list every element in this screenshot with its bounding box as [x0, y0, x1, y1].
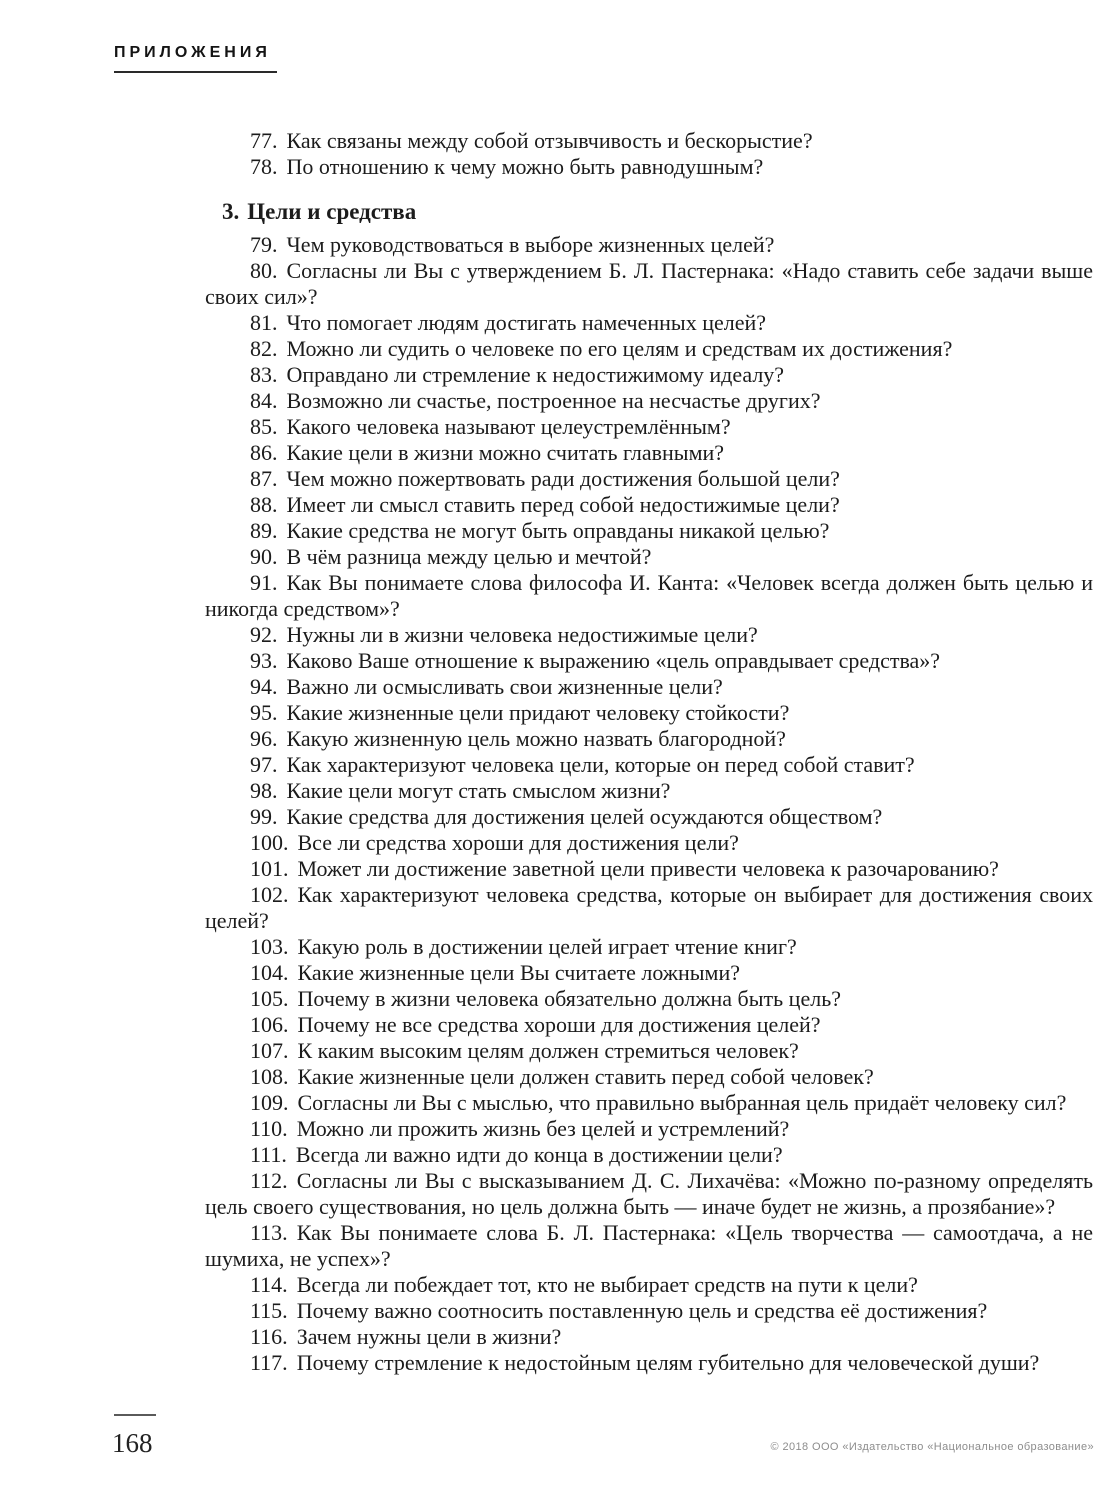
question-number: 95.	[250, 700, 278, 725]
question-text: Как характеризуют человека цели, которые он перед собой ставит?	[286, 752, 915, 777]
question-number: 113.	[250, 1220, 288, 1245]
question-item	[205, 752, 1093, 778]
question-item	[205, 388, 1093, 414]
question-number: 106.	[250, 1012, 289, 1037]
question-number: 90.	[250, 544, 278, 569]
question-text: Какие жизненные цели Вы считаете ложными?	[297, 960, 741, 985]
question-number: 93.	[250, 648, 278, 673]
question-item	[205, 1298, 1093, 1324]
question-item	[205, 1064, 1093, 1090]
question-text: Как связаны между собой отзывчивость и бескорыстие?	[286, 128, 813, 153]
question-text: Почему в жизни человека обязательно должна быть цель?	[297, 986, 841, 1011]
question-text: Нужны ли в жизни человека недостижимые цели?	[286, 622, 758, 647]
question-item	[205, 310, 1093, 336]
question-number: 97.	[250, 752, 278, 777]
question-number: 102.	[250, 882, 289, 907]
question-text: Имеет ли смысл ставить перед собой недостижимые цели?	[286, 492, 840, 517]
content-area	[205, 128, 1093, 1376]
question-text: Какую роль в достижении целей играет чтение книг?	[297, 934, 797, 959]
question-number: 87.	[250, 466, 278, 491]
question-item	[205, 1116, 1093, 1142]
question-text: Все ли средства хороши для достижения цели?	[297, 830, 739, 855]
question-number: 114.	[250, 1272, 288, 1297]
question-text: Каково Ваше отношение к выражению «цель оправдывает средства»?	[286, 648, 941, 673]
question-number: 78.	[250, 154, 278, 179]
question-text: Какие цели в жизни можно считать главными?	[286, 440, 725, 465]
question-text: Почему стремление к недостойным целям губительно для человеческой души?	[296, 1350, 1040, 1375]
section-title: Цели и средства	[247, 199, 417, 224]
question-number: 105.	[250, 986, 289, 1011]
question-item	[205, 1220, 1093, 1272]
question-list	[205, 232, 1093, 1376]
question-number: 104.	[250, 960, 289, 985]
question-text: Почему важно соотносить поставленную цель и средства её достижения?	[296, 1298, 988, 1323]
question-text: Всегда ли важно идти до конца в достижении цели?	[295, 1142, 783, 1167]
question-text: Согласны ли Вы с мыслью, что правильно выбранная цель придаёт человеку сил?	[297, 1090, 1067, 1115]
question-number: 79.	[250, 232, 278, 257]
question-item	[205, 1168, 1093, 1220]
question-number: 96.	[250, 726, 278, 751]
question-text: Возможно ли счастье, построенное на несчастье других?	[286, 388, 821, 413]
question-text: Важно ли осмысливать свои жизненные цели?	[286, 674, 723, 699]
question-item	[205, 414, 1093, 440]
question-item	[205, 1012, 1093, 1038]
question-item	[205, 492, 1093, 518]
question-number: 115.	[250, 1298, 288, 1323]
question-item	[205, 128, 1093, 154]
question-item	[205, 804, 1093, 830]
question-item	[205, 986, 1093, 1012]
question-item	[205, 570, 1093, 622]
section-number: 3.	[222, 199, 240, 224]
question-text: Какие средства для достижения целей осуждаются обществом?	[286, 804, 883, 829]
question-text: К каким высоким целям должен стремиться человек?	[297, 1038, 799, 1063]
question-item	[205, 466, 1093, 492]
question-text: Что помогает людям достигать намеченных целей?	[286, 310, 767, 335]
question-number: 91.	[250, 570, 278, 595]
question-text: Оправдано ли стремление к недостижимому идеалу?	[286, 362, 785, 387]
question-text: Какого человека называют целеустремлённым?	[286, 414, 731, 439]
question-number: 86.	[250, 440, 278, 465]
question-item	[205, 856, 1093, 882]
question-item	[205, 154, 1093, 180]
question-text: Какие жизненные цели должен ставить перед собой человек?	[297, 1064, 874, 1089]
question-item	[205, 700, 1093, 726]
question-item	[205, 726, 1093, 752]
question-text: В чём разница между целью и мечтой?	[286, 544, 652, 569]
question-item	[205, 258, 1093, 310]
section-heading	[222, 198, 1093, 226]
question-number: 112.	[250, 1168, 288, 1193]
question-text: По отношению к чему можно быть равнодушным?	[286, 154, 764, 179]
question-number: 109.	[250, 1090, 289, 1115]
question-text: Какие жизненные цели придают человеку стойкости?	[286, 700, 790, 725]
question-item	[205, 518, 1093, 544]
question-number: 103.	[250, 934, 289, 959]
question-number: 81.	[250, 310, 278, 335]
question-number: 100.	[250, 830, 289, 855]
question-item	[205, 232, 1093, 258]
question-item	[205, 544, 1093, 570]
question-text: Можно ли прожить жизнь без целей и устремлений?	[296, 1116, 790, 1141]
question-item	[205, 674, 1093, 700]
question-item	[205, 1142, 1093, 1168]
question-text: Почему не все средства хороши для достижения целей?	[297, 1012, 821, 1037]
question-text: Всегда ли побеждает тот, кто не выбирает средств на пути к цели?	[296, 1272, 918, 1297]
question-item	[205, 882, 1093, 934]
question-text: Какую жизненную цель можно назвать благородной?	[286, 726, 786, 751]
question-number: 111.	[250, 1142, 287, 1167]
question-text: Может ли достижение заветной цели привести человека к разочарованию?	[297, 856, 999, 881]
question-number: 77.	[250, 128, 278, 153]
question-number: 101.	[250, 856, 289, 881]
question-item	[205, 1038, 1093, 1064]
question-item	[205, 1090, 1093, 1116]
question-text: Чем можно пожертвовать ради достижения большой цели?	[286, 466, 840, 491]
question-text: Как Вы понимаете слова Б. Л. Пастернака: «Цель творчества — самоотдача, а не шумиха, не успех»?	[205, 1220, 1093, 1271]
question-number: 82.	[250, 336, 278, 361]
question-number: 80.	[250, 258, 278, 283]
question-item	[205, 1324, 1093, 1350]
question-number: 88.	[250, 492, 278, 517]
question-item	[205, 336, 1093, 362]
running-head: ПРИЛОЖЕНИЯ	[114, 44, 277, 73]
question-item	[205, 960, 1093, 986]
question-item	[205, 1272, 1093, 1298]
question-number: 83.	[250, 362, 278, 387]
question-text: Можно ли судить о человеке по его целям и средствам их достижения?	[286, 336, 953, 361]
question-number: 108.	[250, 1064, 289, 1089]
question-text: Чем руководствоваться в выборе жизненных целей?	[286, 232, 775, 257]
page-number: 168	[112, 1428, 153, 1458]
question-text: Какие цели могут стать смыслом жизни?	[286, 778, 671, 803]
question-item	[205, 622, 1093, 648]
question-number: 92.	[250, 622, 278, 647]
question-number: 99.	[250, 804, 278, 829]
question-number: 84.	[250, 388, 278, 413]
question-list-intro	[205, 128, 1093, 180]
question-text: Согласны ли Вы с высказыванием Д. С. Лихачёва: «Можно по-разному определять цель своего существования, но цель должна быть — иначе будет не жизнь, а прозябание»?	[205, 1168, 1093, 1219]
question-item	[205, 778, 1093, 804]
question-item	[205, 830, 1093, 856]
question-number: 94.	[250, 674, 278, 699]
folio-rule	[114, 1414, 156, 1416]
question-number: 85.	[250, 414, 278, 439]
question-text: Какие средства не могут быть оправданы никакой целью?	[286, 518, 830, 543]
question-item	[205, 1350, 1093, 1376]
question-text: Как Вы понимаете слова философа И. Канта: «Человек всегда должен быть целью и никогда средством»?	[205, 570, 1093, 621]
question-text: Согласны ли Вы с утверждением Б. Л. Пастернака: «Надо ставить себе задачи выше своих сил»?	[205, 258, 1093, 309]
copyright-notice: © 2018 ООО «Издательство «Национальное образование»	[770, 1441, 1094, 1453]
question-number: 116.	[250, 1324, 288, 1349]
question-number: 110.	[250, 1116, 288, 1141]
question-item	[205, 440, 1093, 466]
question-item	[205, 648, 1093, 674]
question-number: 98.	[250, 778, 278, 803]
question-number: 89.	[250, 518, 278, 543]
question-item	[205, 934, 1093, 960]
question-text: Зачем нужны цели в жизни?	[296, 1324, 562, 1349]
question-item	[205, 362, 1093, 388]
question-text: Как характеризуют человека средства, которые он выбирает для достижения своих целей?	[205, 882, 1093, 933]
question-number: 107.	[250, 1038, 289, 1063]
question-number: 117.	[250, 1350, 288, 1375]
